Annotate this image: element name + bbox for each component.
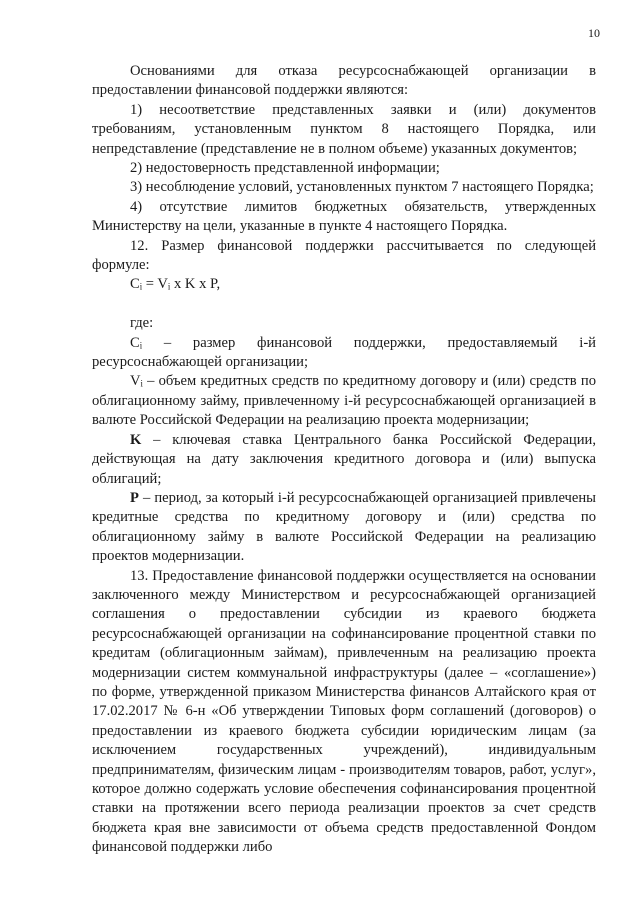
formula: Cᵢ = Vᵢ x K x P,: [130, 276, 221, 293]
term-k: K: [130, 431, 142, 448]
paragraph-section-13: 13. Предоставление финансовой поддержки осуществляется на основании заключенного между Министерством и ресурсоснабжающей организацией соглашения о предоставлении субсидии из краевого бюджета ресурсоснабжающей организации на софинансирование процентной ставки по кредитам (облигационным займам), привлеченным на реализацию проекта модернизации систем коммунальной инфраструктуры (далее – «соглашение») по форме, утвержденной приказом Министерства финансов Алтайского края от 17.02.2017 № 6-н «Об утверждении Типовых форм соглашений (договоров) о предоставлении из краевого бюджета субсидии юридическим лицам (за исключением государственных учреждений), индивидуальным предпринимателям, физическим лицам - производителям товаров, работ, услуг», которое должно содержать условие обеспечения софинансирования процентной ставки на протяжении всего периода реализации проектов за счет средств бюджета края вне зависимости от объема средств предоставленной Фондом финансовой поддержки либо: [92, 567, 596, 856]
paragraph-item-4: 4) отсутствие лимитов бюджетных обязательств, утвержденных Министерству на цели, указанные в пункте 4 настоящего Порядка.: [92, 198, 596, 235]
spacer: [92, 295, 596, 314]
paragraph-item-3: 3) несоблюдение условий, установленных пунктом 7 настоящего Порядка;: [130, 179, 594, 196]
page-number: 10: [588, 26, 600, 40]
paragraph-item-1: 1) несоответствие представленных заявки и (или) документов требованиям, установленным пунктом 8 настоящего Порядка, или непредставление (представление не в полном объеме) указанных документов;: [92, 101, 596, 157]
paragraph-section-12: 12. Размер финансовой поддержки рассчитывается по следующей формуле:: [92, 237, 596, 274]
document-body: [92, 62, 596, 858]
term-p: P: [130, 489, 139, 506]
paragraph-refusal-grounds: Основаниями для отказа ресурсоснабжающей организации в предоставлении финансовой поддержки являются:: [92, 63, 596, 99]
definition-p: [92, 489, 596, 567]
definition-k-text: – ключевая ставка Центрального банка Российской Федерации, действующая на дату заключения кредитного договора и (или) выпуска облигаций;: [92, 431, 596, 487]
definition-v: Vᵢ – объем кредитных средств по кредитному договору и (или) средств по облигационному займу, привлеченному i-й ресурсоснабжающей организацией в валюте Российской Федерации на реализацию проекта модернизации;: [92, 373, 596, 429]
definition-p-text: – период, за который i-й ресурсоснабжающей организацией привлечены кредитные средства по кредитному договору и (или) средства по облигационному займу в валюте Российской Федерации на реализацию проектов модернизации.: [92, 489, 596, 565]
definition-k: [92, 431, 596, 489]
definition-c: Cᵢ – размер финансовой поддержки, предоставляемый i-й ресурсоснабжающей организации;: [92, 334, 596, 371]
where-label: где:: [130, 315, 154, 332]
paragraph-item-2: 2) недостоверность представленной информации;: [130, 160, 440, 177]
